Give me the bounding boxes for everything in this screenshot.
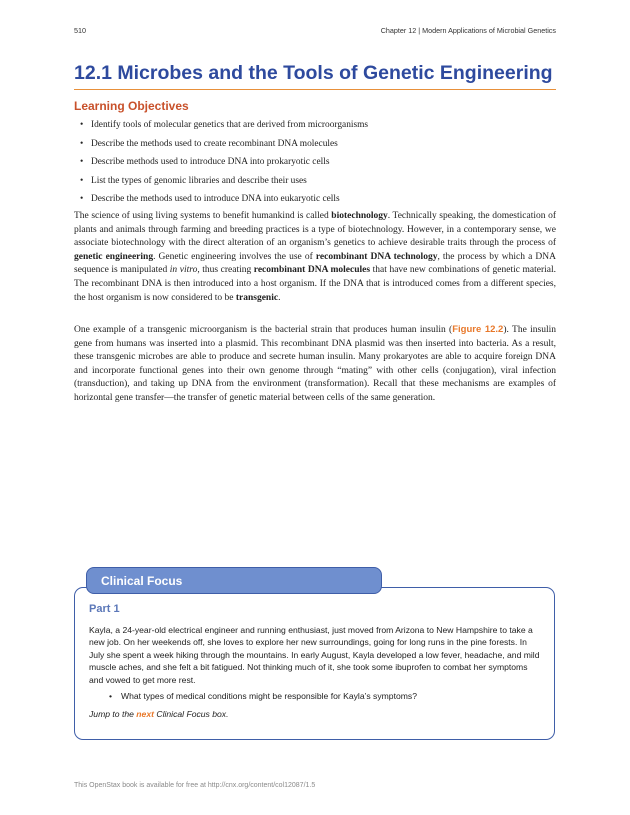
objective-item: • List the types of genomic libraries and describe their uses xyxy=(74,172,556,191)
clinical-focus-part: Part 1 xyxy=(89,603,120,615)
text-run: , the process by which a DNA sequence is manipulated xyxy=(74,251,556,276)
insulin-paragraph xyxy=(74,323,556,406)
text-run: Jump to the xyxy=(89,709,137,719)
figure-link[interactable]: Figure 12.2 xyxy=(452,324,504,335)
footer-note: This OpenStax book is available for free at http://cnx.org/content/col12087/1.5 xyxy=(74,782,316,789)
objective-item: • Identify tools of molecular genetics that are derived from microorganisms xyxy=(74,116,556,135)
learning-objectives-list xyxy=(74,116,556,209)
text-run: The science of using living systems to benefit humankind is called xyxy=(74,211,332,221)
objective-item: • Describe methods used to introduce DNA into prokaryotic cells xyxy=(74,153,556,172)
term-biotechnology: biotechnology xyxy=(331,211,388,221)
clinical-focus-title: Clinical Focus xyxy=(86,567,382,594)
text-run: One example of a transgenic microorganism is the bacterial strain that produces human insulin ( xyxy=(74,325,453,335)
text-run: . Genetic engineering involves the use of xyxy=(153,251,316,262)
text-run: Clinical Focus box. xyxy=(153,709,229,719)
term-in-vitro: in vitro xyxy=(169,265,198,276)
text-run: . xyxy=(278,292,281,303)
chapter-header: Chapter 12 | Modern Applications of Microbial Genetics xyxy=(380,26,556,35)
next-link[interactable]: next xyxy=(136,709,154,719)
text-run: . Technically speaking, the domestication of plants and animals through farming and breeding practices is a type of biotechnology. However, in a contemporary sense, we associate biotechnology with the direct alteration of an organism’s genetics to achieve desirable traits through the process of xyxy=(74,211,556,249)
clinical-focus-jump xyxy=(89,709,228,719)
term-genetic-engineering: genetic engineering xyxy=(74,251,154,262)
objective-item: • Describe the methods used to create recombinant DNA molecules xyxy=(74,135,556,154)
clinical-focus-questions xyxy=(89,690,540,702)
section-title: 12.1 Microbes and the Tools of Genetic Engineering xyxy=(74,62,556,90)
term-recombinant-dna-molecules: recombinant DNA molecules xyxy=(253,265,371,276)
objective-item: • Describe the methods used to introduce DNA into eukaryotic cells xyxy=(74,190,556,209)
term-transgenic: transgenic xyxy=(235,292,279,303)
text-run: that have new combinations of genetic material. The recombinant DNA is then introduced into a host organism. If the DNA that is introduced comes from a different species, the host organism is now considered to be xyxy=(74,265,557,303)
learning-objectives-title: Learning Objectives xyxy=(74,99,189,113)
clinical-focus-text: Kayla, a 24-year-old electrical engineer and running enthusiast, just moved from Arizona to New Hampshire to take a new job. On her weekends off, she loves to explore her new surroundings, going for long runs in the pine forests. In July she spent a week hiking through the mountains. In early August, Kayla developed a low fever, headache, and mild muscle aches, and she felt a bit fatigued. Not thinking much of it, she took some ibuprofen to combat her symptoms and vowed to get more rest. xyxy=(89,625,540,685)
term-recombinant-dna-technology: recombinant DNA technology xyxy=(315,251,438,262)
intro-paragraph xyxy=(74,210,556,305)
clinical-focus-question: • What types of medical conditions might be responsible for Kayla’s symptoms? xyxy=(89,690,540,702)
text-run: ). The insulin gene from humans was inserted into a plasmid. This recombinant DNA plasmid was then inserted into bacteria. As a result, these transgenic microbes are able to produce and secrete human insulin. Many prokaryotes are able to acquire foreign DNA and incorporate functional genes into their own genome through “mating” with other cells (conjugation), viral infection (transduction), and taking up DNA from the environment (transformation). Recall that these mechanisms are examples of horizontal gene transfer—the transfer of genetic material between cells of the same generation. xyxy=(74,325,556,403)
page-number: 510 xyxy=(74,26,86,35)
text-run: , thus creating xyxy=(197,265,254,276)
